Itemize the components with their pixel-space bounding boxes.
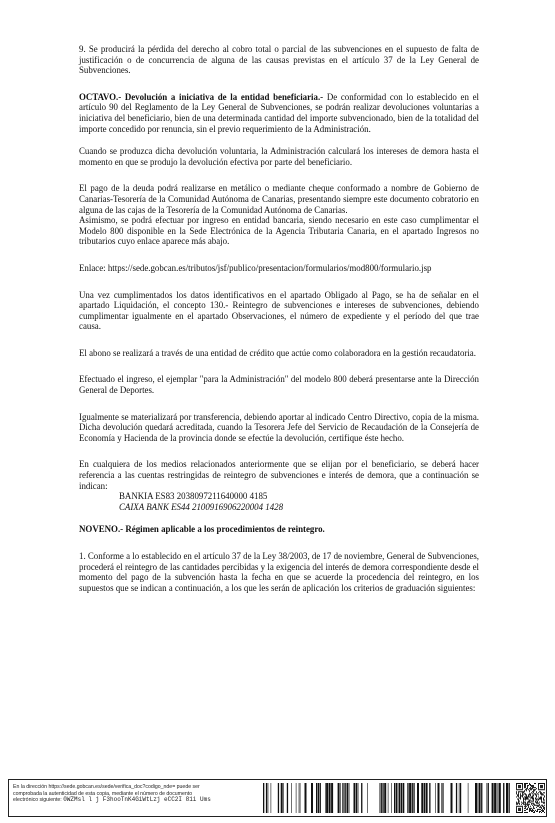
verification-code: 0WZMsl l j F3hooTnK4GiWtLzj eCC2I 81i Ums [63,796,211,804]
paragraph-efectuado: Efectuado el ingreso, el ejemplar "para la Administración" del modelo 800 deberá presentarse ante la Dirección General de Deportes. [79,374,479,396]
octavo-text: De conformidad con lo establecido en el artículo 90 del Reglamento de la Ley General de Subvenciones, se podrán realizar devoluciones voluntarias a iniciativa del beneficiario, bien de una determinada cantidad del importe subvencionado, bien de la totalidad del importe concedido por renuncia, sin el previo requerimiento de la Administración. [79,91,479,134]
paragraph-octavo [79,92,479,134]
document-body [79,44,479,605]
account-caixa: CAIXA BANK ES44 2100916906220004 1428 [119,501,284,512]
verification-line-3 [13,797,263,804]
verification-label: electrónico siguiente: [13,797,64,804]
paragraph-abono: El abono se realizará a través de una entidad de crédito que actúe como colaboradora en la gestión recaudatoria. [79,347,476,358]
paragraph-conforme: 1. Conforme a lo establecido en el artículo 37 de la Ley 38/2003, de 17 de noviembre, General de Subvenciones, procederá el reintegro de las cantidades percibidas y la exigencia del interés de demora correspondiente desde el momento del pago de la subvención hasta la fecha en que se acuerde la procedencia del reintegro, en los supuestos que se indican a continuación, a los que les serán de aplicación los criterios de graduación siguientes: [79,551,479,593]
verification-text [13,784,263,804]
barcode-icon [263,783,511,813]
paragraph-igualmente: Igualmente se materializará por transferencia, debiendo aportar al indicado Centro Directivo, copia de la misma. Dicha devolución quedará acreditada, cuando la Tesorera Jefe del Servicio de Recaudación de la Consejería de Economía y Hacienda de la provincia donde se efectúe la devolución, certifique éste hecho. [79,411,479,443]
verification-line-2: comprobada la autenticidad de esta copia, mediante el número de documento [13,790,193,797]
verification-line-1: En la dirección https://sede.gobcan.es/sede/verifica_doc?codigo_nde= puede ser [13,784,200,790]
paragraph-cuando: Cuando se produzca dicha devolución voluntaria, la Administración calculará los intereses de demora hasta el momento en que se produjo la devolución efectiva por parte del beneficiario. [79,146,479,167]
qr-code-icon [516,783,545,813]
paragraph-pago: El pago de la deuda podrá realizarse en metálico o mediante cheque conformado a nombre de Gobierno de Canarias-Tesorería de la Comunidad Autónoma de Canarias, presentando siempre este documento cobratorio en alguna de las cajas de la Tesorería de la Comunidad Autónoma de Canarias. [79,183,479,215]
paragraph-asimismo: Asimismo, se podrá efectuar por ingreso en entidad bancaria, siendo necesario en este caso cumplimentar el Modelo 800 disponible en la Sede Electrónica de la Agencia Tributaria Canaria, en el apartado Ingresos no tributarios cuyo enlace aparece más abajo. [79,215,479,247]
paragraph-cualquiera: En cualquiera de los medios relacionados anteriormente que se elijan por el beneficiario, se deberá hacer referencia a las cuentas restringidas de reintegro de subvenciones e interés de demora, que a continuación se indican: [79,459,479,491]
verification-footer [8,779,547,817]
octavo-heading: OCTAVO.- Devolución a iniciativa de la entidad beneficiaria.- [79,91,324,102]
paragraph-una-vez: Una vez cumplimentados los datos identificativos en el apartado Obligado al Pago, se ha de señalar en el apartado Liquidación, el concepto 130.- Reintegro de subvenciones e intereses de subvenciones, debiendo cumplimentar igualmente en el apartado Observaciones, el número de expediente y el período del que trae causa. [79,289,479,332]
noveno-heading: NOVENO.- Régimen aplicable a los procedimientos de reintegro. [79,524,325,535]
paragraph-enlace: Enlace: https://sede.gobcan.es/tributos/jsf/publico/presentacion/formularios/mod800/formulario.jsp [79,262,432,273]
paragraph-9: 9. Se producirá la pérdida del derecho al cobro total o parcial de las subvenciones en el supuesto de falta de justificación o de concurrencia de alguna de las causas previstas en el artículo 37 de la Ley General de Subvenciones. [79,44,479,76]
account-bankia: BANKIA ES83 2038097211640000 4185 [119,491,268,502]
